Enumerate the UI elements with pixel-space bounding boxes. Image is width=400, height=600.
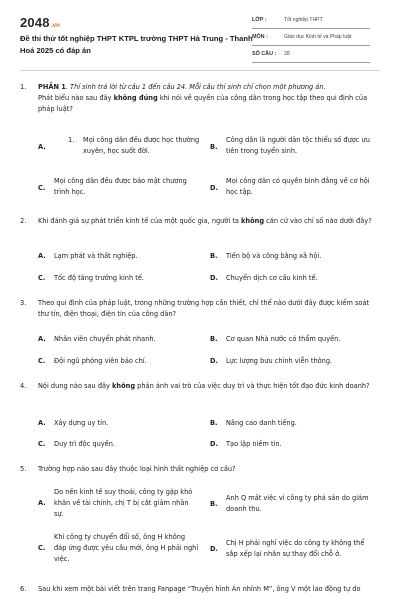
option-prefix: 1.: [68, 136, 75, 144]
question-5: [20, 464, 380, 476]
option-letter: A.: [38, 335, 46, 343]
question-emphasis: không: [112, 382, 136, 390]
q4-option-c[interactable]: [38, 439, 203, 451]
q5-option-b[interactable]: [210, 493, 380, 517]
q2-option-c[interactable]: [38, 273, 203, 285]
option-letter: A.: [38, 499, 46, 507]
question-number: 3.: [20, 299, 27, 307]
q1-option-b[interactable]: [210, 135, 380, 159]
option-text: Anh Q mất việc vì công ty phá sản do giám doanh thu.: [226, 494, 369, 513]
question-text-before: Theo qui định của pháp luật, trong những trường hợp cần thiết, chỉ thể nào dưới đây được kiểm soát thư tín, điện thoại, điện tín của công dân?: [38, 299, 370, 318]
question-text: [38, 298, 380, 320]
option-letter: B.: [210, 143, 218, 151]
option-text: Duy trì độc quyền.: [54, 440, 116, 448]
option-text: Lực lượng bưu chính viễn thông.: [226, 357, 333, 365]
q1-option-c[interactable]: [38, 176, 203, 200]
q1-option-a[interactable]: [38, 135, 203, 159]
question-1: [20, 82, 380, 116]
question-text-after: khi nói về quyền của công dân trong học tập theo qui định của pháp luật?: [38, 94, 368, 113]
meta-count-label: SỐ CÂU :: [252, 51, 277, 57]
question-text-after: phản ánh vai trò của việc duy trì và thực hiện tốt đạo đức kinh doanh?: [135, 382, 370, 390]
q2-option-a[interactable]: [38, 251, 203, 263]
q3-option-d[interactable]: [210, 356, 380, 368]
question-6: [20, 584, 380, 596]
q5-option-a[interactable]: [38, 487, 203, 522]
q3-option-b[interactable]: [210, 334, 380, 346]
option-text: Khi công ty chuyển đổi số, ông H không đáp ứng được yêu cầu mới, ông H phải nghỉ việc.: [54, 533, 199, 563]
option-letter: D.: [210, 440, 218, 448]
question-number: 5.: [20, 465, 27, 473]
header-divider: [20, 70, 380, 71]
meta-class-row: [252, 15, 370, 29]
option-text: Tốc độ tăng trưởng kinh tế.: [54, 274, 144, 282]
question-number: 2.: [20, 217, 27, 225]
option-text: Mọi công dân có quyền bình đẳng về cơ hội học tập.: [226, 177, 370, 196]
question-text-before: Nội dung nào sau đây: [38, 382, 113, 390]
option-letter: A.: [38, 419, 46, 427]
option-text: Mọi công dân đều được học thường xuyên, học suốt đời.: [83, 136, 200, 155]
option-text: Công dân là người dân tộc thiểu số được ưu tiên trong tuyển sinh.: [226, 136, 370, 155]
option-letter: B.: [210, 252, 218, 260]
option-letter: C.: [38, 274, 46, 282]
question-text: [38, 464, 380, 475]
q5-option-c[interactable]: [38, 532, 203, 567]
question-text-before: Khi đánh giá sự phát triển kinh tế của một quốc gia, người ta: [38, 217, 242, 225]
question-4: [20, 381, 380, 405]
q2-option-b[interactable]: [210, 251, 380, 263]
option-letter: C.: [38, 184, 46, 192]
option-letter: C.: [38, 357, 46, 365]
site-logo[interactable]: [20, 15, 60, 30]
option-text: Lạm phát và thất nghiệp.: [54, 252, 138, 260]
meta-class-value: Tốt nghiệp THPT: [284, 17, 323, 23]
option-text: Cơ quan Nhà nước có thẩm quyền.: [226, 335, 341, 343]
q2-option-d[interactable]: [210, 273, 380, 285]
meta-class-label: LỚP :: [252, 17, 267, 23]
meta-count-value: 28: [284, 51, 290, 57]
option-text: Tạo lập niềm tin.: [226, 440, 282, 448]
question-emphasis: không đúng: [113, 94, 158, 102]
option-text: Đội ngũ phóng viên báo chí.: [54, 357, 147, 365]
meta-count-row: [252, 49, 370, 63]
meta-subject-row: [252, 32, 370, 46]
logo-suffix: .vn: [50, 23, 61, 29]
q4-option-a[interactable]: [38, 418, 203, 430]
part-label: PHẦN 1: [38, 83, 66, 91]
question-number: 6.: [20, 585, 27, 593]
option-text: Chị H phải nghỉ việc do công ty không thể sắp xếp lại nhân sự thay đổi chỗ ở.: [226, 539, 365, 558]
document-title: Đề thi thử tốt nghiệp THPT KTPL trường THPT Hà Trung - Thanh Hoá 2025 có đáp án: [20, 34, 253, 55]
meta-subject-value: Giáo dục Kinh tế và Pháp luật: [284, 34, 352, 40]
q1-option-d[interactable]: [210, 176, 380, 200]
option-text: Chuyển dịch cơ cấu kinh tế.: [226, 274, 318, 282]
question-number: 1.: [20, 83, 27, 91]
q5-option-d[interactable]: [210, 538, 380, 562]
option-letter: C.: [38, 440, 46, 448]
q3-option-c[interactable]: [38, 356, 203, 368]
option-letter: C.: [38, 544, 46, 552]
q4-option-b[interactable]: [210, 418, 380, 430]
option-text: Nhân viên chuyển phát nhanh.: [54, 335, 156, 343]
option-letter: B.: [210, 419, 218, 427]
option-letter: A.: [38, 143, 46, 151]
question-text-before: Sau khi xem một bài viết trên trang Fanpage “Truyện hình Án nhỉnh M”, ông V một lao động tự do: [38, 585, 361, 593]
option-text: Do nền kinh tế suy thoái, công ty gặp khó khăn về tài chính, chị T bị cắt giảm nhân sự.: [54, 488, 193, 518]
question-number: 4.: [20, 382, 27, 390]
option-text: Nâng cao danh tiếng.: [226, 419, 297, 427]
option-letter: B.: [210, 335, 218, 343]
option-letter: D.: [210, 545, 218, 553]
q3-option-a[interactable]: [38, 334, 203, 346]
question-text-after: căn cứ vào chỉ số nào dưới đây?: [264, 217, 372, 225]
question-emphasis: không: [241, 217, 265, 225]
question-text: [38, 584, 380, 595]
question-2: [20, 216, 380, 240]
option-letter: A.: [38, 252, 46, 260]
part-instruction: . Thí sinh trả lời từ câu 1 đến câu 24. Mỗi câu thí sinh chỉ chọn một phương án.: [65, 83, 326, 91]
option-text: Tiến bộ và công bằng xã hội.: [226, 252, 322, 260]
meta-subject-label: MÔN :: [252, 34, 268, 40]
option-letter: D.: [210, 357, 218, 365]
question-text-before: Phát biểu nào sau đây: [38, 94, 114, 102]
document-meta: [252, 15, 370, 66]
option-letter: D.: [210, 184, 218, 192]
question-text-before: Trường hợp nào sau đây thuộc loại hình thất nghiệp cơ cấu?: [38, 465, 236, 473]
option-letter: D.: [210, 274, 218, 282]
option-text: Xây dựng uy tín.: [54, 419, 109, 427]
question-text: [38, 216, 380, 227]
option-text: Mọi công dân đều được bảo mật chương trình học.: [54, 177, 187, 196]
question-text: [38, 381, 380, 392]
logo-text: 2048: [20, 15, 50, 30]
question-text: [38, 82, 380, 115]
q4-option-d[interactable]: [210, 439, 380, 451]
option-letter: B.: [210, 500, 218, 508]
question-3: [20, 298, 380, 322]
